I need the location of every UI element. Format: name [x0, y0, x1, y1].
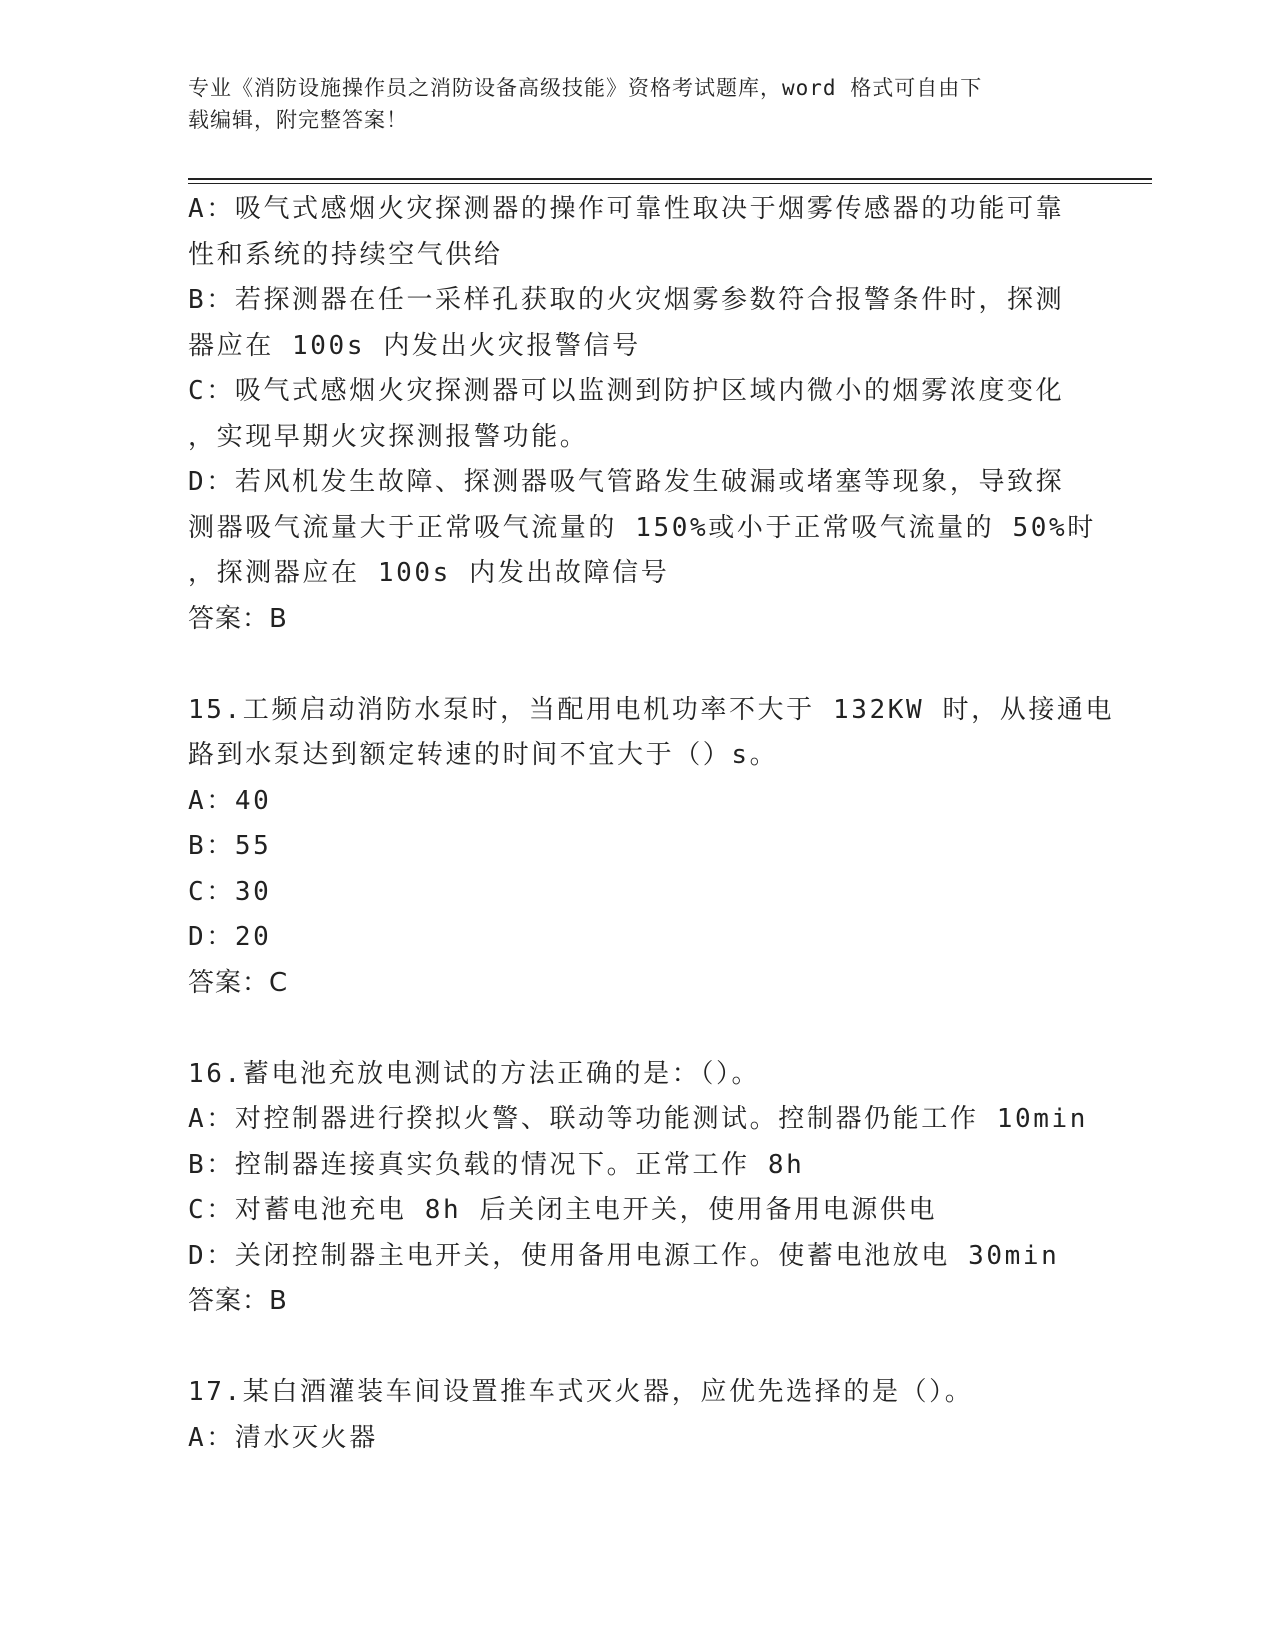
q14-answer: 答案：B [188, 603, 288, 634]
q16-option-b: B：控制器连接真实负载的情况下。正常工作 8h [188, 1149, 805, 1180]
question-14-block [188, 187, 1096, 642]
q14-option-d-line-1: D：若风机发生故障、探测器吸气管路发生破漏或堵塞等现象，导致探 [188, 467, 1065, 497]
q14-option-b-line-1: B：若探测器在任一采样孔获取的火灾烟雾参数符合报警条件时，探测 [188, 285, 1065, 315]
q16-stem: 16.蓄电池充放电测试的方法正确的是：（）。 [188, 1058, 761, 1089]
header-line-2: 载编辑，附完整答案！ [188, 108, 408, 132]
q14-option-b-line-2: 器应在 100s 内发出火灾报警信号 [188, 330, 641, 361]
q16-option-c: C：对蓄电池充电 8h 后关闭主电开关，使用备用电源供电 [188, 1195, 938, 1225]
q15-option-a: A：40 [188, 785, 272, 816]
q17-stem: 17.某白酒灌装车间设置推车式灭火器，应优先选择的是（）。 [188, 1377, 974, 1407]
header-divider-thin [188, 183, 1152, 184]
q14-option-d-line-3: ，探测器应在 100s 内发出故障信号 [188, 558, 670, 588]
q15-option-c: C：30 [188, 876, 272, 907]
q16-option-a: A：对控制器进行揆拟火警、联动等功能测试。控制器仍能工作 10min [188, 1104, 1088, 1134]
document-header [188, 72, 1088, 136]
question-content [188, 187, 1115, 1461]
q15-option-b: B：55 [188, 831, 272, 861]
header-divider-thick [188, 178, 1152, 180]
q16-option-d: D：关闭控制器主电开关，使用备用电源工作。使蓄电池放电 30min [188, 1240, 1060, 1271]
q15-answer: 答案：C [188, 967, 289, 998]
q15-stem-line-2: 路到水泵达到额定转速的时间不宜大于（）s。 [188, 740, 779, 770]
spacer [188, 1006, 1088, 1052]
q14-option-c-line-1: C：吸气式感烟火灾探测器可以监测到防护区域内微小的烟雾浓度变化 [188, 376, 1065, 406]
q15-option-d: D：20 [188, 922, 272, 952]
spacer [188, 642, 1088, 688]
header-line-1: 专业《消防设施操作员之消防设备高级技能》资格考试题库，word 格式可自由下 [188, 76, 983, 100]
q14-option-a-line-1: A：吸气式感烟火灾探测器的操作可靠性取决于烟雾传感器的功能可靠 [188, 194, 1065, 224]
q14-option-d-line-2: 测器吸气流量大于正常吸气流量的 150%或小于正常吸气流量的 50%时 [188, 512, 1096, 543]
q15-stem-line-1: 15.工频启动消防水泵时，当配用电机功率不大于 132KW 时，从接通电 [188, 694, 1115, 725]
spacer [188, 1325, 1088, 1371]
question-15-block [188, 688, 1115, 1007]
question-16-block [188, 1052, 1088, 1325]
q14-option-a-line-2: 性和系统的持续空气供给 [188, 239, 503, 270]
q16-answer: 答案：B [188, 1286, 288, 1316]
q14-option-c-line-2: ，实现早期火灾探测报警功能。 [188, 421, 589, 452]
q17-option-a: A：清水灭火器 [188, 1422, 378, 1453]
question-17-block [188, 1370, 1088, 1461]
